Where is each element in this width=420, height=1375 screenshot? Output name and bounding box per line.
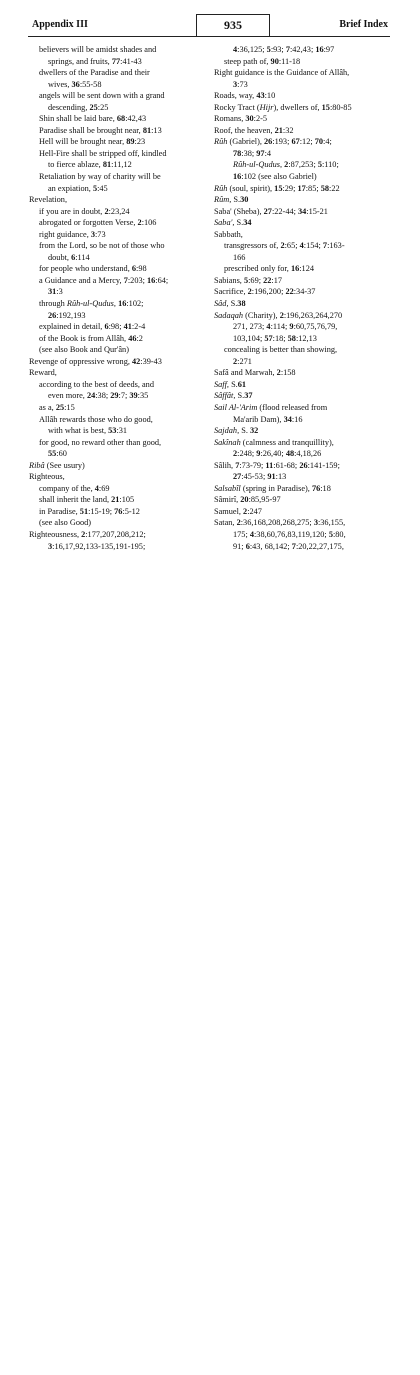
index-subentry: springs, and fruits, 77:41-43 [48,56,142,66]
index-entry: Saff, S.61 [214,379,247,389]
index-subentry: an expiation, 5:45 [48,183,108,193]
index-entry: Salsabîl (spring in Paradise), 76:18 [214,483,331,493]
index-subentry: Retaliation by way of charity will be [39,172,161,182]
index-subentry: right guidance, 3:73 [39,229,106,239]
index-subentry: concealing is better than showing, [224,345,338,355]
index-subentry: steep path of, 90:11-18 [224,56,301,66]
index-subentry: Hell will be brought near, 89:23 [39,137,146,147]
index-entry: Romans, 30:2-5 [214,114,268,124]
index-subentry: believers will be amidst shades and [39,45,157,54]
index-subentry: 55:60 [48,449,67,459]
index-subentry: angels will be sent down with a grand [39,91,165,101]
index-subentry: Hell-Fire shall be stripped off, kindled [39,148,167,158]
index-subentry: of the Book is from Allâh, 46:2 [39,333,143,343]
index-entry: Rûm, S.30 [214,195,249,205]
index-entry: Sakînah (calmness and tranquillity), [214,437,334,447]
index-entry: Sadaqah (Charity), 2:196,263,264,270 [214,310,343,320]
index-entry: Safâ and Marwah, 2:158 [214,368,296,378]
index-entry: Sail Al-'Arim (flood released from [214,402,328,412]
index-subentry: according to the best of deeds, and [39,379,154,389]
index-subentry: for good, no reward other than good, [39,437,162,447]
index-entry: Satan, 2:36,168,208,268,275; 3:36,155, [214,518,346,528]
index-subentry: wives, 36:55-58 [48,79,102,89]
index-subentry: 26:192,193 [48,310,86,320]
index-column-right [214,44,396,552]
index-entry: Revelation, [29,195,68,205]
index-subentry: prescribed only for, 16:124 [224,264,315,274]
index-subentry: 166 [233,252,246,262]
index-subentry: 78:38; 97:4 [233,148,272,158]
index-entry: Right guidance is the Guidance of Allâh, [214,68,350,78]
index-subentry: Rûh-ul-Qudus, 2:87,253; 5:110; [233,160,339,170]
index-entry: Sacrifice, 2:196,200; 22:34-37 [214,287,316,297]
index-entry: Reward, [29,368,57,378]
index-subentry: shall inherit the land, 21:105 [39,495,135,505]
index-entry: Sabians, 5:69; 22:17 [214,275,283,285]
index-subentry: (see also Good) [39,518,92,528]
index-entry: Sâd, S.38 [214,299,246,309]
index-entry: Samuel, 2:247 [214,506,262,516]
index-subentry: even more, 24:38; 29:7; 39:35 [48,391,149,401]
index-subentry: 2:248; 9:26,40; 48:4,18,26 [233,449,322,459]
index-subentry: 3:16,17,92,133-135,191-195; [48,541,146,551]
index-subentry: (see also Book and Qur'ân) [39,345,129,355]
index-subentry: 91; 6:43, 68,142; 7:20,22,27,175, [233,541,344,551]
running-head-left: Appendix III [32,19,88,30]
index-subentry: abrogated or forgotten Verse, 2:106 [39,218,157,228]
index-subentry: with what is best, 53:31 [48,426,128,436]
index-entry: Roof, the heaven, 21:32 [214,125,294,135]
index-subentry: 27:45-53; 91:13 [233,472,287,482]
index-entry: Rûh (Gabriel), 26:193; 67:12; 70:4; [214,137,332,147]
index-column-left [29,44,211,552]
index-subentry: from the Lord, so be not of those who [39,241,165,251]
index-entry: Rûh (soul, spirit), 15:29; 17:85; 58:22 [214,183,340,193]
index-subentry: through Rûh-ul-Qudus, 16:102; [39,299,144,309]
index-subentry: 3:73 [233,79,248,89]
index-subentry: 4:36,125; 5:93; 7:42,43; 16:97 [233,45,335,54]
index-subentry: 2:271 [233,356,252,366]
index-subentry: Paradise shall be brought near, 81:13 [39,125,162,135]
index-entry: Sâlih, 7:73-79; 11:61-68; 26:141-159; [214,460,340,470]
index-subentry: a Guidance and a Mercy, 7:203; 16:64; [39,275,169,285]
index-subentry: if you are in doubt, 2:23,24 [39,206,130,216]
index-entry: Rocky Tract (Hijr), dwellers of, 15:80-85 [214,102,352,112]
running-head-right: Brief Index [339,19,388,30]
index-subentry: for people who understand, 6:98 [39,264,147,274]
index-subentry: explained in detail, 6:98; 41:2-4 [39,322,146,332]
index-subentry: descending, 25:25 [48,102,109,112]
index-subentry: 16:102 (see also Gabriel) [233,172,317,182]
index-subentry: Ma'arib Dam), 34:16 [233,414,303,424]
index-entry: Ribâ (See usury) [29,460,85,470]
index-entry: Sajdah, S. 32 [214,426,259,436]
index-subentry: Allâh rewards those who do good, [39,414,153,424]
index-subentry: as a, 25:15 [39,402,75,412]
index-subentry: dwellers of the Paradise and their [39,68,150,78]
page-header [28,14,390,37]
index-subentry: 175; 4:38,60,76,83,119,120; 5:80, [233,529,346,539]
index-entry: Sâffât, S.37 [214,391,253,401]
page-number: 935 [196,14,270,36]
index-entry: Saba', S.34 [214,218,252,228]
index-subentry: doubt, 6:114 [48,252,90,262]
index-entry: Righteousness, 2:177,207,208,212; [29,529,146,539]
index-subentry: 103,104; 57:18; 58:12,13 [233,333,317,343]
index-subentry: to fierce ablaze, 81:11,12 [48,160,132,170]
index-subentry: Shin shall be laid bare, 68:42,43 [39,114,147,124]
index-subentry: 31:3 [48,287,63,297]
index-subentry: in Paradise, 51:15-19; 76:5-12 [39,506,140,516]
index-subentry: 271, 273; 4:114; 9:60,75,76,79, [233,322,338,332]
index-entry: Righteous, [29,472,65,482]
index-entry: Sabbath, [214,229,243,239]
index-entry: Sâmirî, 20:85,95-97 [214,495,281,505]
index-subentry: company of the, 4:69 [39,483,110,493]
index-entry: Saba' (Sheba), 27:22-44; 34:15-21 [214,206,328,216]
index-entry: Roads, way, 43:10 [214,91,276,101]
index-entry: Revenge of oppressive wrong, 42:39-43 [29,356,162,366]
index-subentry: transgressors of, 2:65; 4:154; 7:163- [224,241,345,251]
